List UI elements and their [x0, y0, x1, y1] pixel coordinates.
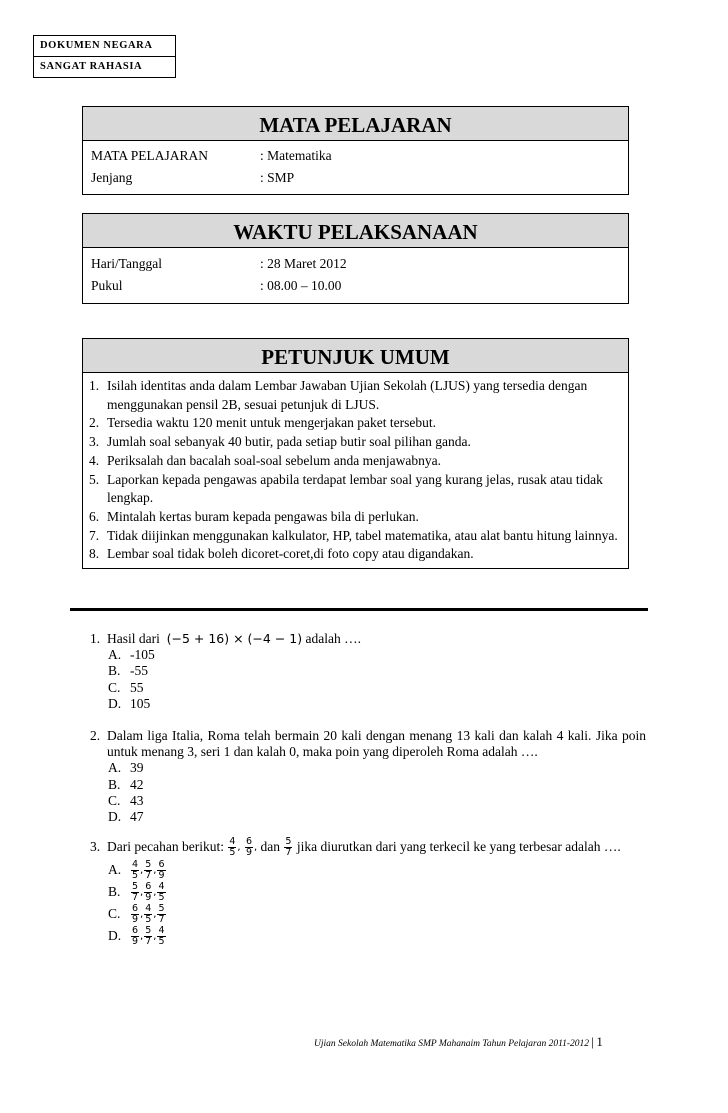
question-2-options: [90, 760, 646, 825]
fraction: $\frac{6}{9}$: [245, 836, 252, 859]
option-b[interactable]: B. -55: [108, 663, 148, 679]
fraction: $\frac{6}{9}$: [132, 903, 139, 926]
classification-stamp: [33, 35, 176, 78]
option-c[interactable]: C. 55: [108, 679, 144, 695]
question-1-options: [90, 647, 646, 712]
time-value: : 08.00 – 10.00: [260, 278, 342, 293]
subject-box-title: MATA PELAJARAN: [83, 107, 628, 141]
question-2-stem: 2. Dalam liga Italia, Roma telah bermain 20 kali dengan menang 13 kali dan kalah 4 kali. Jika poin untuk menang 3, seri 1 dan kalah 0, maka poin yang diperoleh Roma adalah ….: [90, 728, 646, 760]
option-a[interactable]: A. $\frac{4}{5}$ , $\frac{5}{7}$ , $\frac{6}{9}$: [108, 859, 165, 882]
time-row: [83, 275, 628, 297]
question-3-stem: 3. Dari pecahan berikut: $\frac{4}{5}$ , $\frac{6}{9}$ , dan $\frac{5}{7}$ jika diurutkan dari yang terkecil ke yang terbesar adalah ….: [90, 836, 621, 859]
option-a[interactable]: A. -105: [108, 647, 155, 663]
instruction-item: 8. Lembar soal tidak boleh dicoret-coret,di foto copy atau digandakan.: [89, 546, 474, 562]
option-c[interactable]: C. $\frac{6}{9}$ , $\frac{4}{5}$ , $\frac{5}{7}$: [108, 903, 165, 926]
instruction-item: 6. Mintalah kertas buram kepada pengawas bila di perlukan.: [89, 508, 419, 524]
option-c[interactable]: C. 43: [108, 792, 144, 808]
question-3: [90, 836, 646, 947]
question-2: [90, 728, 646, 825]
question-1-stem: 1. Hasil dari (−5 + 16) × (−4 − 1) adalah ….: [90, 631, 361, 646]
level-row: [83, 167, 628, 189]
time-label: Pukul: [91, 278, 123, 293]
question-1: [90, 631, 646, 712]
stamp-line-secret: SANGAT RAHASIA: [34, 56, 175, 77]
instructions-box: [82, 338, 629, 569]
page-number: 1: [596, 1034, 603, 1049]
level-label: Jenjang: [91, 170, 133, 185]
fraction: $\frac{6}{9}$: [132, 925, 139, 948]
option-d[interactable]: D. 47: [108, 809, 144, 825]
page-footer: [314, 1034, 603, 1050]
footer-text: Ujian Sekolah Matematika SMP Mahanaim Tahun Pelajaran 2011-2012: [314, 1039, 590, 1049]
fraction: $\frac{5}{7}$: [145, 859, 152, 882]
option-b[interactable]: B. $\frac{5}{7}$ , $\frac{6}{9}$ , $\frac{4}{5}$: [108, 881, 165, 904]
instruction-item: 7. Tidak diijinkan menggunakan kalkulator, HP, tabel matematika, atau alat bantu hitung lainnya.: [89, 527, 618, 543]
option-b[interactable]: B. 42: [108, 776, 144, 792]
instruction-item: 2. Tersedia waktu 120 menit untuk mengerjakan paket tersebut.: [89, 415, 436, 431]
fraction: $\frac{6}{9}$: [145, 881, 152, 904]
instruction-item: 1. Isilah identitas anda dalam Lembar Jawaban Ujian Sekolah (LJUS) yang tersedia dengan menggunakan pensil 2B, sesuai petunjuk di LJUS.: [89, 378, 588, 412]
fraction: $\frac{4}{5}$: [229, 836, 236, 859]
question-3-options: [90, 859, 646, 947]
fraction: $\frac{4}{5}$: [145, 903, 152, 926]
fraction: $\frac{4}{5}$: [158, 881, 165, 904]
fraction: $\frac{5}{7}$: [285, 836, 292, 859]
instructions-box-title: PETUNJUK UMUM: [83, 339, 628, 373]
fraction: $\frac{4}{5}$: [158, 925, 165, 948]
option-d[interactable]: D. $\frac{6}{9}$ , $\frac{5}{7}$ , $\frac{4}{5}$: [108, 925, 165, 948]
subject-label: MATA PELAJARAN: [91, 148, 209, 163]
fraction: $\frac{6}{9}$: [158, 859, 165, 882]
instruction-item: 5. Laporkan kepada pengawas apabila terdapat lembar soal yang kurang jelas, rusak atau tidak lengkap.: [89, 471, 603, 506]
schedule-box: [82, 213, 629, 304]
subject-value: : Matematika: [260, 148, 332, 163]
schedule-box-title: WAKTU PELAKSANAAN: [83, 214, 628, 248]
fraction: $\frac{4}{5}$: [132, 859, 139, 882]
instructions-list: [83, 373, 628, 568]
option-a[interactable]: A. 39: [108, 760, 144, 776]
instruction-item: 3. Jumlah soal sebanyak 40 butir, pada setiap butir soal pilihan ganda.: [89, 434, 471, 450]
level-value: : SMP: [260, 170, 295, 185]
footer-separator: |: [591, 1034, 595, 1049]
subject-row: [83, 145, 628, 167]
subject-box: [82, 106, 629, 195]
question-1-expression: (−5 + 16) × (−4 − 1): [166, 631, 303, 646]
fraction: $\frac{5}{7}$: [132, 881, 139, 904]
fraction: $\frac{5}{7}$: [145, 925, 152, 948]
stamp-line-document: DOKUMEN NEGARA: [40, 40, 153, 51]
option-d[interactable]: D. 105: [108, 695, 151, 711]
date-value: : 28 Maret 2012: [260, 256, 347, 271]
date-row: [83, 253, 628, 275]
fraction: $\frac{5}{7}$: [158, 903, 165, 926]
section-divider: [70, 608, 648, 611]
date-label: Hari/Tanggal: [91, 256, 163, 271]
instruction-item: 4. Periksalah dan bacalah soal-soal sebelum anda menjawabnya.: [89, 452, 441, 468]
